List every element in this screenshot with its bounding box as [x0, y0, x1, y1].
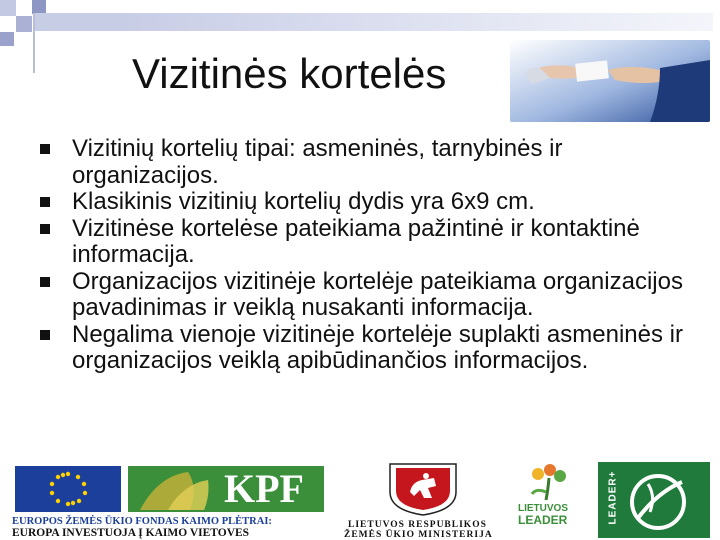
sponsor-logos	[0, 462, 720, 540]
bullet-item: Klasikinis vizitinių kortelių dydis yra 6x9 cm.	[40, 189, 690, 216]
business-card-photo	[510, 40, 710, 122]
leader-caption-line2: LEADER	[518, 513, 568, 527]
bullet-item: Vizitinių kortelių tipai: asmeninės, tarnybinės ir organizacijos.	[40, 136, 690, 189]
lietuvos-leader-logo	[512, 462, 586, 528]
coat-of-arms-logo	[382, 462, 464, 516]
bullet-list	[40, 136, 690, 375]
eu-caption-line2: EUROPA INVESTUOJA Į KAIMO VIETOVES	[12, 527, 250, 539]
kpf-logo	[128, 466, 324, 512]
kpf-text: KPF	[224, 466, 304, 511]
square-bullet-icon	[40, 144, 50, 154]
ministry-caption-line1: LIETUVOS RESPUBLIKOS	[348, 520, 487, 530]
bullet-item: Organizacijos vizitinėje kortelėje pateikiama organizacijos pavadinimas ir veiklą nusakanti informacija.	[40, 269, 690, 322]
left-accent-line	[33, 13, 35, 73]
top-gradient-bar	[33, 13, 713, 31]
eu-flag-logo	[15, 466, 121, 512]
leader-plus-logo	[598, 462, 710, 538]
slide-title: Vizitinės kortelės	[132, 50, 447, 97]
square-bullet-icon	[40, 197, 50, 207]
square-bullet-icon	[40, 277, 50, 287]
bullet-item: Vizitinėse kortelėse pateikiama pažintinė ir kontaktinė informacija.	[40, 216, 690, 269]
eu-caption-line1: EUROPOS ŽEMĖS ŪKIO FONDAS KAIMO PLĖTRAI:	[12, 516, 272, 527]
bullet-item: Negalima vienoje vizitinėje kortelėje suplakti asmeninės ir organizacijos veiklą apibūdinančios informacijos.	[40, 322, 690, 375]
square-bullet-icon	[40, 224, 50, 234]
ministry-caption-line2: ŽEMĖS ŪKIO MINISTERIJA	[344, 530, 493, 540]
square-bullet-icon	[40, 330, 50, 340]
leader-caption-line1: LIETUVOS	[518, 503, 569, 514]
leader-vertical-text: LEADER+	[607, 470, 619, 525]
